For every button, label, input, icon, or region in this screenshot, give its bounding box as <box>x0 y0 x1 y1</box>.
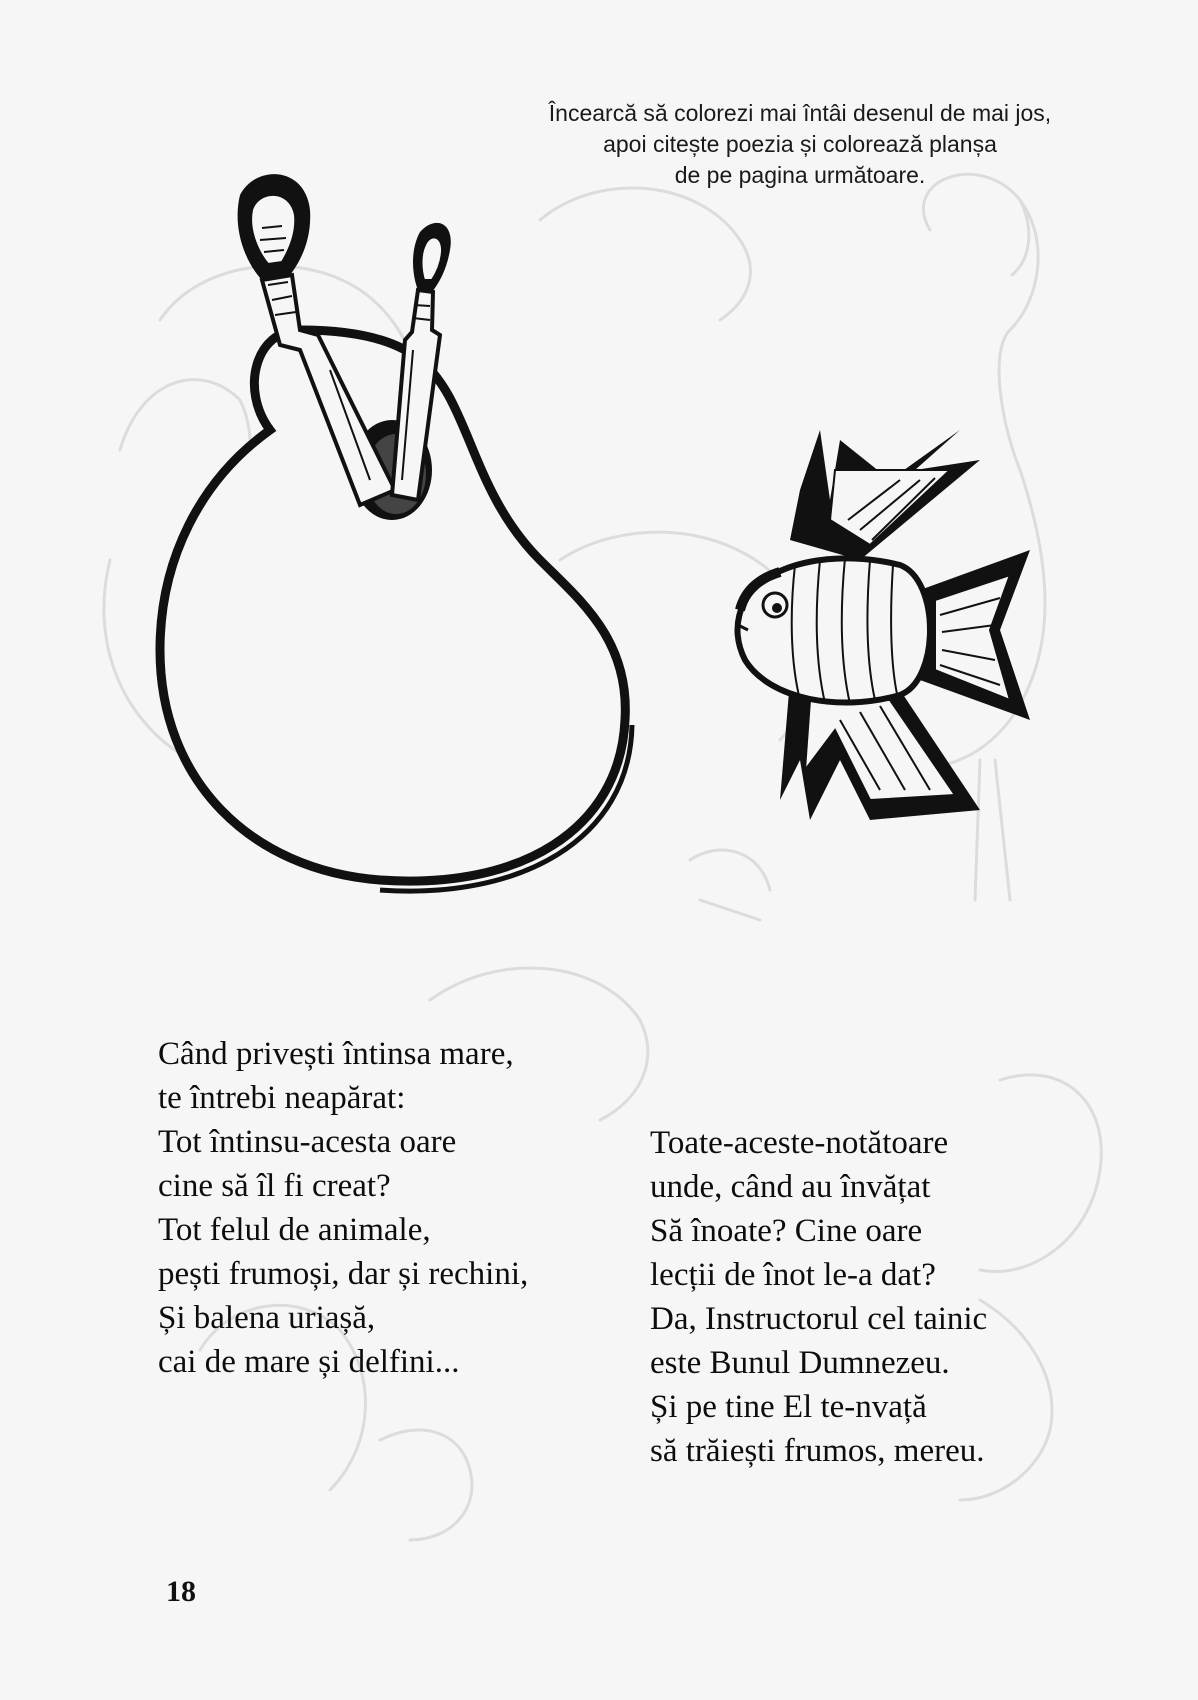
instructions-line: Încearcă să colorezi mai întâi desenul de mai jos, <box>548 100 1052 126</box>
poem-line: unde, când au învățat <box>650 1169 931 1205</box>
poem-line: Să înoate? Cine oare <box>650 1213 923 1249</box>
poem-line: să trăiești frumos, mereu. <box>650 1433 985 1469</box>
poem-line: Și pe tine El te-nvață <box>650 1389 927 1425</box>
poem-line: cine să îl fi creat? <box>158 1168 391 1204</box>
poem-line: lecții de înot le-a dat? <box>650 1257 936 1293</box>
poem-line: Da, Instructorul cel tainic <box>650 1301 988 1337</box>
poem-left-stanza <box>158 1032 528 1384</box>
poem-line: Și balena uriașă, <box>158 1300 376 1336</box>
poem-line: te întrebi neapărat: <box>158 1080 406 1116</box>
coloring-instructions <box>480 98 1120 191</box>
poem-line: Tot felul de animale, <box>158 1212 431 1248</box>
instructions-line: de pe pagina următoare. <box>674 162 926 188</box>
palette-drawing <box>160 330 632 891</box>
poem-line: cai de mare și delfini... <box>158 1344 460 1380</box>
poem-line: Când privești întinsa mare, <box>158 1036 514 1072</box>
page-number: 18 <box>166 1575 196 1608</box>
poem-line: Tot întinsu-acesta oare <box>158 1124 457 1160</box>
poem-right-stanza <box>650 1121 987 1473</box>
poem-line: Toate-aceste-notătoare <box>650 1125 949 1161</box>
angelfish-drawing <box>738 430 1031 820</box>
poem-line: pești frumoși, dar și rechini, <box>158 1256 529 1292</box>
poem-line: este Bunul Dumnezeu. <box>650 1345 950 1381</box>
instructions-line: apoi citește poezia și colorează planșa <box>603 131 997 157</box>
